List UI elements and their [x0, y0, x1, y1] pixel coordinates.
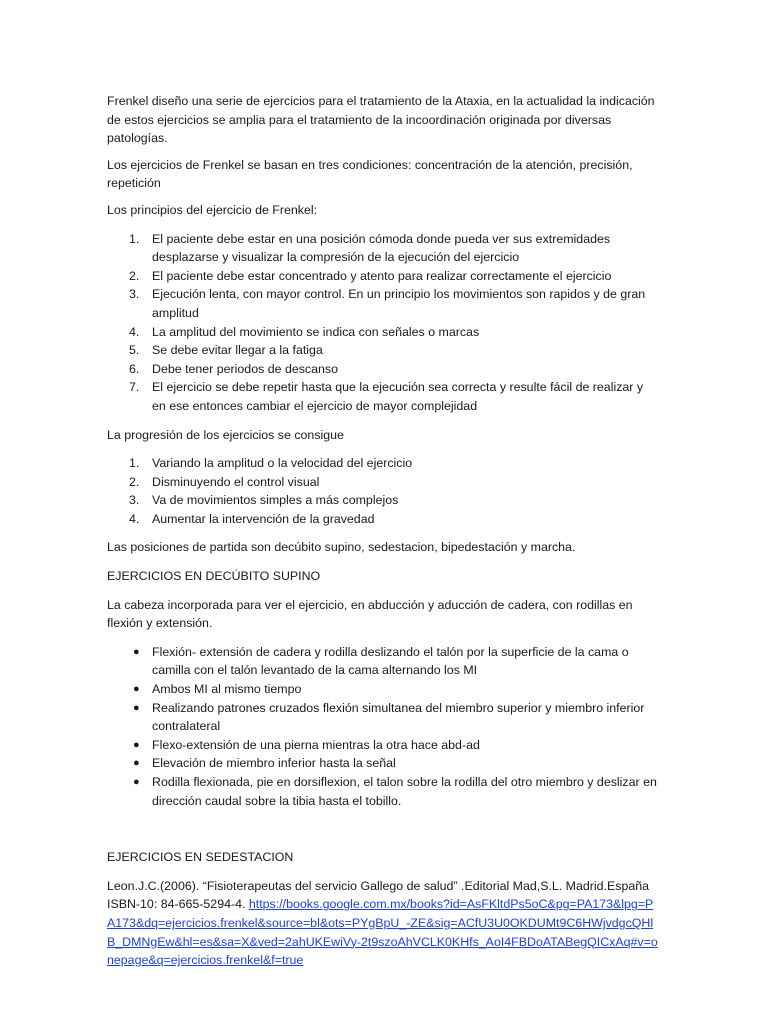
bullet-icon: ●: [133, 645, 140, 658]
progression-list: [107, 454, 658, 528]
list-item: [107, 323, 658, 342]
principles-list: [107, 230, 658, 416]
list-number: 1.: [129, 456, 140, 471]
list-item-text: Va de movimientos simples a más complejos: [152, 493, 399, 508]
list-number: 3.: [129, 493, 140, 508]
list-number: 3.: [129, 287, 140, 302]
list-item-text: Realizando patrones cruzados flexión simultanea del miembro superior y miembro inferior contralateral: [152, 700, 645, 734]
list-number: 1.: [129, 231, 140, 246]
supine-exercise-list: [107, 643, 658, 810]
list-item-text: Ambos MI al mismo tiempo: [152, 682, 302, 697]
list-item: [107, 736, 658, 755]
list-item: [107, 643, 658, 680]
positions-paragraph: Las posiciones de partida son decúbito supino, sedestacion, bipedestación y marcha.: [107, 540, 576, 555]
bullet-icon: ●: [133, 776, 140, 788]
list-item: [107, 230, 658, 267]
list-item-text: El ejercicio se debe repetir hasta que la ejecución sea correcta y resulte fácil de realizar y en ese entonces cambiar el ejercicio de mayor complejidad: [152, 380, 644, 413]
section-spacer: [107, 820, 658, 848]
list-item-text: Flexión- extensión de cadera y rodilla deslizando el talón por la superficie de la cama o camilla con el talón levantado de la cama alternando los MI: [152, 644, 629, 678]
list-item: [107, 454, 658, 473]
list-item: [107, 680, 658, 699]
list-number: 5.: [129, 343, 140, 358]
list-item-text: Debe tener periodos de descanso: [152, 361, 338, 376]
supine-intro: La cabeza incorporada para ver el ejercicio, en abducción y aducción de cadera, con rodillas en flexión y extensión.: [107, 597, 633, 631]
list-item: [107, 510, 658, 529]
reference-text: Leon.J.C.(2006). “Fisioterapeutas del servicio Gallego de salud” .Editorial Mad,S.L. Madrid.España ISBN-10: 84-665-5294-4.: [107, 878, 650, 912]
list-item-text: Disminuyendo el control visual: [152, 474, 320, 489]
list-item-text: Ejecución lenta, con mayor control. En un principio los movimientos son rapidos y de gran amplitud: [152, 287, 646, 320]
list-item: [107, 473, 658, 492]
list-item: [107, 699, 658, 736]
list-item-text: Elevación de miembro inferior hasta la señal: [152, 756, 396, 771]
list-number: 2.: [129, 474, 140, 489]
list-number: 2.: [129, 268, 140, 283]
progression-heading: La progresión de los ejercicios se consigue: [107, 427, 344, 442]
list-item: [107, 267, 658, 286]
list-item: [107, 285, 658, 322]
list-item-text: Rodilla flexionada, pie en dorsiflexion, el talon sobre la rodilla del otro miembro y deslizar en dirección caudal sobre la tibia hasta el tobillo.: [152, 775, 657, 808]
list-item: [107, 491, 658, 510]
list-item-text: Se debe evitar llegar a la fatiga: [152, 343, 323, 358]
intro-paragraph-1: Frenkel diseño una serie de ejercicios para el tratamiento de la Ataxia, en la actualidad la indicación de estos ejercicios se amplia para el tratamiento de la incoordinación originada por diversas patologías.: [107, 94, 655, 146]
reference-citation: [107, 877, 658, 970]
intro-paragraph-2: Los ejercicios de Frenkel se basan en tres condiciones: concentración de la atención, precisión, repetición: [107, 157, 633, 191]
list-item-text: Variando la amplitud o la velocidad del ejercicio: [152, 456, 413, 471]
reference-link[interactable]: https://books.google.com.mx/books?id=AsFKltdPs5oC&pg=PA173&lpg=PA173&dq=ejercicios.frenkel&source=bl&ots=PYgBpU_-ZE&sig=ACfU3U0OKDUMt9C6HWjvdgcQHlB_DMNgEw&hl=es&sa=X&ved=2ahUKEwiVy-2t9szoAhVCLK0KHfs_AoI4FBDoATABegQICxAq#v=onepage&q=ejercicios.frenkel&f=true: [107, 897, 658, 968]
list-item: [107, 378, 658, 415]
list-item: [107, 754, 658, 773]
list-item-text: Aumentar la intervención de la gravedad: [152, 511, 375, 526]
list-item-text: La amplitud del movimiento se indica con señales o marcas: [152, 324, 480, 339]
list-number: 6.: [129, 361, 140, 376]
supine-heading: EJERCICIOS EN DECÚBITO SUPINO: [107, 569, 321, 584]
list-number: 4.: [129, 324, 140, 339]
bullet-icon: ●: [133, 683, 140, 696]
list-number: 7.: [129, 380, 140, 395]
list-item: [107, 773, 658, 810]
list-item: [107, 341, 658, 360]
bullet-icon: ●: [133, 738, 140, 751]
list-number: 4.: [129, 511, 140, 526]
list-item-text: El paciente debe estar concentrado y atento para realizar correctamente el ejercicio: [152, 268, 612, 283]
list-item: [107, 360, 658, 379]
bullet-icon: ●: [133, 701, 140, 714]
bullet-icon: ●: [133, 757, 140, 770]
principles-heading: Los principios del ejercicio de Frenkel:: [107, 202, 318, 217]
list-item-text: El paciente debe estar en una posición cómoda donde pueda ver sus extremidades desplazarse y visualizar la compresión de la ejecución del ejercicio: [152, 231, 611, 265]
list-item-text: Flexo-extensión de una pierna mientras la otra hace abd-ad: [152, 737, 480, 752]
seated-heading: EJERCICIOS EN SEDESTACION: [107, 850, 294, 865]
